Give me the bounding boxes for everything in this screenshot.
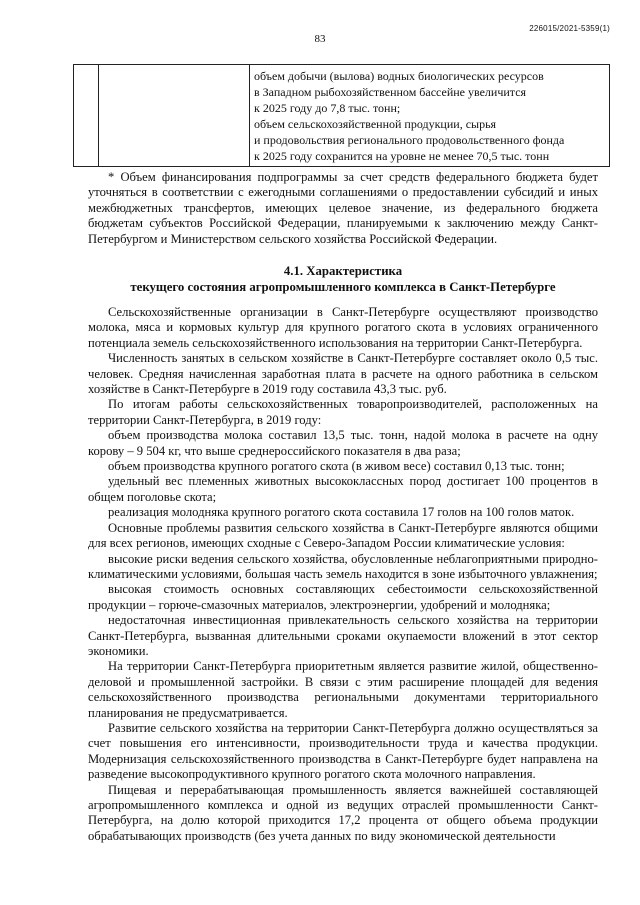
table-cell-results [250, 65, 610, 167]
document-id: 226015/2021-5359(1) [529, 24, 610, 33]
section-title-line1: 4.1. Характеристика [283, 264, 403, 278]
paragraph: объем производства крупного рогатого скота (в живом весе) составил 0,13 тыс. тонн; [108, 459, 565, 474]
table-line: объем сельскохозяйственной продукции, сырья [254, 117, 497, 131]
paragraph: реализация молодняка крупного рогатого скота составила 17 голов на 100 голов маток. [108, 505, 575, 520]
paragraph: Развитие сельского хозяйства на территории Санкт-Петербурга должно осуществляться за счет повышения его интенсивности, производительности труда и качества продукции. Модернизация сельскохозяйственного производства в Санкт-Петербурге будет направлена на разведение высокопродуктивного крупного рогатого скота молочного направления. [88, 720, 598, 782]
table-cell-empty [99, 65, 250, 167]
paragraph: На территории Санкт-Петербурга приоритетным является развитие жилой, общественно-деловой и промышленной застройки. В связи с этим расширение площадей для ведения сельскохозяйственного производства региональными документами территориального планирования не предусматривается. [88, 659, 598, 720]
paragraph: По итогам работы сельскохозяйственных товаропроизводителей, расположенных на территории Санкт-Петербурга, в 2019 году: [88, 397, 598, 427]
paragraph: Численность занятых в сельском хозяйстве в Санкт-Петербурге составляет около 0,5 тыс. человек. Средняя начисленная заработная плата в расчете на одного работника в сельском хозяйстве в Санкт-Петербурге в 2019 году составила 43,3 тыс. руб. [88, 351, 598, 397]
footnote-block [88, 170, 598, 247]
paragraph: недостаточная инвестиционная привлекательность сельского хозяйства на территории Санкт-Петербурга, вызванная длительными сроками окупаемости вложений в этот сектор экономики. [88, 613, 598, 658]
paragraph: Пищевая и перерабатывающая промышленность является важнейшей составляющей агропромышленного комплекса и одной из ведущих отраслей промышленности Санкт-Петербурга, на долю которой приходится 17,2 процента от общего объема продукции обрабатывающих производств (без учета данных по виду экономической деятельности [88, 782, 598, 843]
paragraph: высокая стоимость основных составляющих себестоимости сельскохозяйственной продукции – горюче-смазочных материалов, электроэнергии, удобрений и молодняка; [88, 582, 598, 612]
table-line: к 2025 году до 7,8 тыс. тонн; [254, 101, 401, 115]
page-number: 83 [314, 33, 326, 45]
table-line: и продовольствия регионального продовольственного фонда [254, 133, 565, 147]
table-line: к 2025 году сохранится на уровне не менее 70,5 тыс. тонн [254, 149, 550, 163]
table-line: в Западном рыбохозяйственном бассейне увеличится [254, 85, 527, 99]
table-cell-empty [74, 65, 99, 167]
section-heading [88, 263, 598, 295]
paragraph: удельный вес племенных животных высококлассных пород достигает 100 процентов в общем поголовье скота; [88, 474, 598, 504]
section-title-line2: текущего состояния агропромышленного комплекса в Санкт-Петербурге [130, 280, 556, 294]
paragraph: Сельскохозяйственные организации в Санкт-Петербурге осуществляют производство молока, мяса и кормовых культур для крупного рогатого скота в условиях ограниченного потенциала земель сельскохозяйственного использования на территории Санкт-Петербурга. [88, 305, 598, 350]
paragraph: высокие риски ведения сельского хозяйства, обусловленные неблагоприятными природно-климатическими условиями, большая часть земель находится в зоне избыточного увлажнения; [88, 551, 598, 581]
paragraph: Основные проблемы развития сельского хозяйства в Санкт-Петербурге являются общими для всех регионов, имеющих сходные с Северо-Западом России климатические условия: [88, 520, 598, 551]
continuation-table [73, 64, 610, 167]
paragraph: объем производства молока составил 13,5 тыс. тонн, надой молока в расчете на одну корову – 9 504 кг, что выше среднероссийского показателя в два раза; [88, 428, 598, 458]
table-line: объем добычи (вылова) водных биологических ресурсов [254, 69, 544, 83]
table-row [74, 65, 610, 167]
section-body [88, 305, 598, 844]
footnote: * Объем финансирования подпрограммы за счет средств федерального бюджета будет уточняться в соответствии с ежегодными соглашениями о предоставлении субсидий и иных межбюджетных трансфертов, имеющих целевое значение, из федерального бюджета бюджетам субъектов Российской Федерации, планируемыми к заключению между Санкт-Петербургом и Министерством сельского хозяйства Российской Федерации. [88, 170, 598, 246]
